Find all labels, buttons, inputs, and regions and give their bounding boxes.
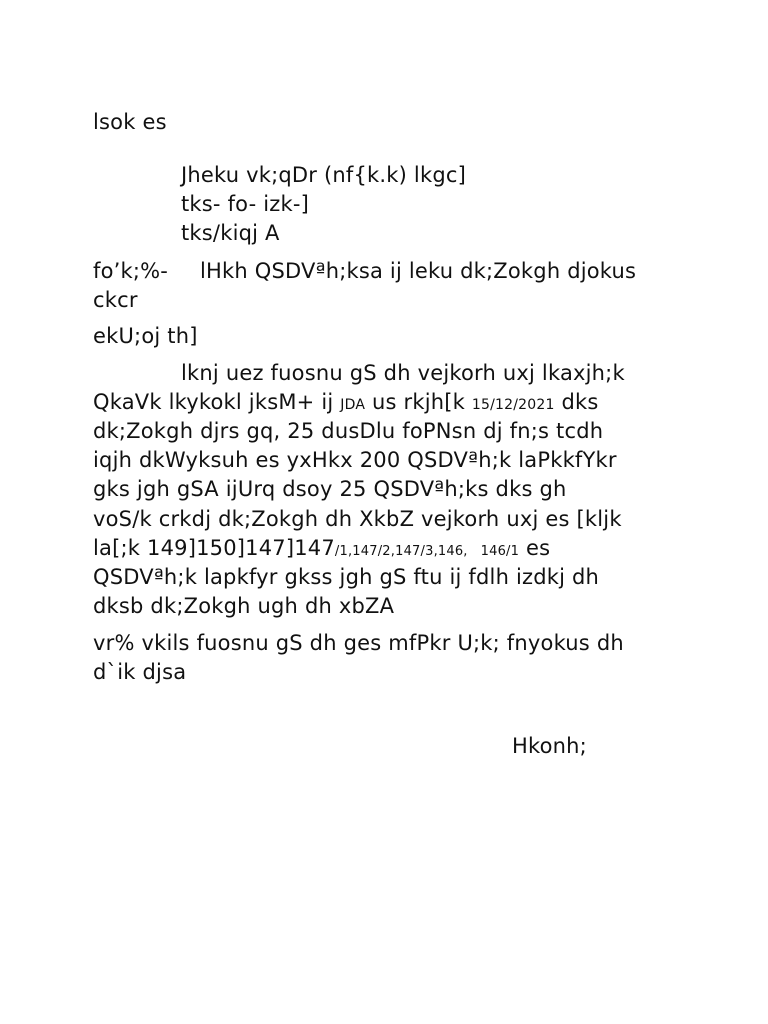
body-text: us rkjh[k bbox=[365, 390, 472, 414]
body-line-6: voS/k crkdj dk;Zokgh dh XkbZ vejkorh uxj es [kljk bbox=[93, 507, 622, 531]
body-text: dks bbox=[554, 390, 599, 414]
authority-abbr: JDA bbox=[340, 397, 366, 413]
body-line-2 bbox=[93, 388, 599, 420]
request-line-2: d`ik djsa bbox=[93, 660, 187, 684]
plot-numbers: la[;k 149]150]147]147 bbox=[93, 536, 335, 560]
request-line-1: vr% vkils fuosnu gS dh ges mfPkr U;k; fnyokus dh bbox=[93, 631, 624, 655]
body-text: es bbox=[519, 536, 551, 560]
greeting: ekU;oj th] bbox=[93, 324, 198, 348]
body-line-1: lknj uez fuosnu gS dh vejkorh uxj lkaxjh;k bbox=[181, 361, 625, 385]
subject-line-2: ckcr bbox=[93, 288, 138, 312]
body-text: QkaVk lkykokl jksM+ ij bbox=[93, 390, 341, 414]
body-line-7 bbox=[93, 534, 550, 566]
salutation-to: lsok es bbox=[93, 110, 167, 134]
recipient-line-3: tks/kiqj A bbox=[181, 221, 280, 245]
action-date: 15/12/2021 bbox=[471, 397, 555, 413]
body-line-3: dk;Zokgh djrs gq, 25 dusDlu foPNsn dj fn;s tcdh bbox=[93, 419, 604, 443]
body-line-4: iqjh dkWyksuh es yxHkx 200 QSDVªh;k laPkkfYkr bbox=[93, 448, 617, 472]
signoff: Hkonh; bbox=[512, 734, 587, 758]
body-line-9: dksb dk;Zokgh ugh dh xbZA bbox=[93, 594, 395, 618]
subject-label: fo’k;%- bbox=[93, 259, 169, 283]
recipient-line-2: tks- fo- izk-] bbox=[181, 192, 310, 216]
body-line-8: QSDVªh;k lapkfyr gkss jgh gS ftu ij fdlh izdkj dh bbox=[93, 565, 600, 589]
subject-line-1: lHkh QSDVªh;ksa ij leku dk;Zokgh djokus bbox=[200, 259, 637, 283]
recipient-line-1: Jheku vk;qDr (nf{k.k) lkgc] bbox=[181, 163, 466, 187]
body-line-5: gks jgh gSA ijUrq dsoy 25 QSDVªh;ks dks gh bbox=[93, 477, 567, 501]
plot-numbers-small: /1,147/2,147/3,146, 146/1 bbox=[334, 544, 520, 559]
